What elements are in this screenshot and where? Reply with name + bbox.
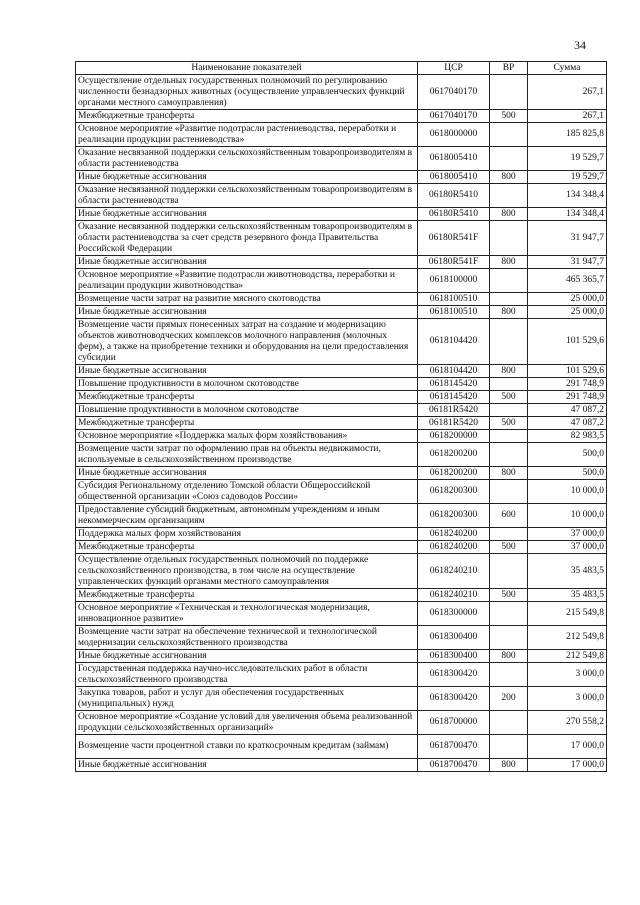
row-sum-cell: 19 529,7 <box>528 171 607 184</box>
row-vr-cell <box>490 378 528 391</box>
row-csr-cell: 0618104420 <box>418 365 490 378</box>
row-name-cell: Иные бюджетные ассигнования <box>76 365 418 378</box>
row-vr-cell <box>490 221 528 256</box>
table-row <box>76 759 607 772</box>
budget-table <box>75 61 607 772</box>
row-vr-cell: 500 <box>490 589 528 602</box>
row-name-cell: Повышение продуктивности в молочном скотоводстве <box>76 378 418 391</box>
row-vr-cell <box>490 711 528 735</box>
row-csr-cell: 0618100000 <box>418 269 490 293</box>
row-csr-cell: 0618200200 <box>418 467 490 480</box>
header-csr: ЦСР <box>418 62 490 75</box>
row-vr-cell: 200 <box>490 687 528 711</box>
table-row <box>76 365 607 378</box>
row-csr-cell: 0618200200 <box>418 443 490 467</box>
table-row <box>76 711 607 735</box>
table-row <box>76 554 607 589</box>
row-csr-cell: 0618104420 <box>418 319 490 365</box>
row-vr-cell <box>490 75 528 110</box>
table-row <box>76 110 607 123</box>
row-vr-cell <box>490 443 528 467</box>
table-body <box>76 75 607 772</box>
table-row <box>76 650 607 663</box>
row-vr-cell <box>490 430 528 443</box>
row-sum-cell: 10 000,0 <box>528 504 607 528</box>
row-vr-cell <box>490 404 528 417</box>
row-sum-cell: 500,0 <box>528 443 607 467</box>
row-csr-cell: 0618100510 <box>418 293 490 306</box>
row-sum-cell: 291 748,9 <box>528 378 607 391</box>
table-row <box>76 602 607 626</box>
row-name-cell: Межбюджетные трансферты <box>76 391 418 404</box>
row-vr-cell <box>490 293 528 306</box>
row-sum-cell: 82 983,5 <box>528 430 607 443</box>
row-csr-cell: 0618240200 <box>418 528 490 541</box>
row-sum-cell: 3 000,0 <box>528 663 607 687</box>
table-row <box>76 467 607 480</box>
row-csr-cell: 06180R5410 <box>418 184 490 208</box>
row-name-cell: Основное мероприятие «Поддержка малых форм хозяйствования» <box>76 430 418 443</box>
row-csr-cell: 0618240210 <box>418 554 490 589</box>
row-csr-cell: 0618100510 <box>418 306 490 319</box>
row-name-cell: Иные бюджетные ассигнования <box>76 467 418 480</box>
row-name-cell: Межбюджетные трансферты <box>76 110 418 123</box>
table-row <box>76 171 607 184</box>
row-sum-cell: 25 000,0 <box>528 306 607 319</box>
row-csr-cell: 0618005410 <box>418 147 490 171</box>
page-number: 34 <box>574 38 586 52</box>
row-name-cell: Повышение продуктивности в молочном скотоводстве <box>76 404 418 417</box>
row-csr-cell: 0618240210 <box>418 589 490 602</box>
row-csr-cell: 0618300400 <box>418 626 490 650</box>
row-name-cell: Основное мероприятие «Техническая и технологическая модернизация, инновационное развитие» <box>76 602 418 626</box>
table-row <box>76 391 607 404</box>
table-row <box>76 589 607 602</box>
row-name-cell: Оказание несвязанной поддержки сельскохозяйственным товаропроизводителям в области растениеводства <box>76 147 418 171</box>
row-vr-cell: 800 <box>490 208 528 221</box>
row-csr-cell: 0618200300 <box>418 480 490 504</box>
row-name-cell: Поддержка малых форм хозяйствования <box>76 528 418 541</box>
table-header-row <box>76 62 607 75</box>
row-vr-cell <box>490 269 528 293</box>
row-vr-cell: 800 <box>490 759 528 772</box>
row-sum-cell: 37 000,0 <box>528 541 607 554</box>
table-row <box>76 417 607 430</box>
row-vr-cell: 800 <box>490 171 528 184</box>
row-sum-cell: 31 947,7 <box>528 221 607 256</box>
row-sum-cell: 35 483,5 <box>528 554 607 589</box>
row-csr-cell: 0618700470 <box>418 759 490 772</box>
table-row <box>76 443 607 467</box>
row-vr-cell: 500 <box>490 541 528 554</box>
row-vr-cell <box>490 319 528 365</box>
table-row <box>76 404 607 417</box>
row-name-cell: Иные бюджетные ассигнования <box>76 650 418 663</box>
row-sum-cell: 185 825,8 <box>528 123 607 147</box>
row-vr-cell: 800 <box>490 256 528 269</box>
row-csr-cell: 0617040170 <box>418 110 490 123</box>
row-vr-cell <box>490 626 528 650</box>
row-sum-cell: 25 000,0 <box>528 293 607 306</box>
row-name-cell: Возмещение части затрат на обеспечение технической и технологической модернизации сельскохозяйственного производства <box>76 626 418 650</box>
row-name-cell: Иные бюджетные ассигнования <box>76 208 418 221</box>
row-csr-cell: 0618200000 <box>418 430 490 443</box>
table-row <box>76 221 607 256</box>
row-csr-cell: 06181R5420 <box>418 417 490 430</box>
row-sum-cell: 35 483,5 <box>528 589 607 602</box>
row-sum-cell: 19 529,7 <box>528 147 607 171</box>
row-name-cell: Предоставление субсидий бюджетным, автономным учреждениям и иным некоммерческим организациям <box>76 504 418 528</box>
row-csr-cell: 0618700000 <box>418 711 490 735</box>
row-sum-cell: 212 549,8 <box>528 626 607 650</box>
header-name: Наименование показателей <box>76 62 418 75</box>
row-vr-cell <box>490 147 528 171</box>
table-row <box>76 480 607 504</box>
row-name-cell: Основное мероприятие «Развитие подотрасли растениеводства, переработки и реализации продукции растениеводства» <box>76 123 418 147</box>
row-csr-cell: 06180R541F <box>418 221 490 256</box>
table-row <box>76 269 607 293</box>
row-csr-cell: 0618200300 <box>418 504 490 528</box>
row-vr-cell <box>490 528 528 541</box>
row-name-cell: Межбюджетные трансферты <box>76 589 418 602</box>
table-row <box>76 528 607 541</box>
row-name-cell: Иные бюджетные ассигнования <box>76 171 418 184</box>
row-sum-cell: 267,1 <box>528 110 607 123</box>
table-row <box>76 663 607 687</box>
row-sum-cell: 31 947,7 <box>528 256 607 269</box>
row-vr-cell: 800 <box>490 650 528 663</box>
row-csr-cell: 0617040170 <box>418 75 490 110</box>
row-vr-cell <box>490 554 528 589</box>
row-csr-cell: 0618240200 <box>418 541 490 554</box>
row-csr-cell: 0618300400 <box>418 650 490 663</box>
table-row <box>76 626 607 650</box>
row-csr-cell: 0618300420 <box>418 687 490 711</box>
row-csr-cell: 0618145420 <box>418 391 490 404</box>
row-csr-cell: 0618005410 <box>418 171 490 184</box>
table-row <box>76 75 607 110</box>
table-row <box>76 319 607 365</box>
table-row <box>76 147 607 171</box>
row-csr-cell: 0618300000 <box>418 602 490 626</box>
table-row <box>76 184 607 208</box>
row-sum-cell: 17 000,0 <box>528 735 607 759</box>
row-name-cell: Иные бюджетные ассигнования <box>76 256 418 269</box>
row-sum-cell: 134 348,4 <box>528 184 607 208</box>
row-sum-cell: 215 549,8 <box>528 602 607 626</box>
row-vr-cell <box>490 184 528 208</box>
row-name-cell: Возмещение части затрат на развитие мясного скотоводства <box>76 293 418 306</box>
row-name-cell: Иные бюджетные ассигнования <box>76 759 418 772</box>
table-row <box>76 208 607 221</box>
row-name-cell: Возмещение части прямых понесенных затрат на создание и модернизацию объектов животноводческих комплексов молочного направления (молочных ферм), а также на приобретение техники и оборудования на цели предоставления субсидии <box>76 319 418 365</box>
row-sum-cell: 291 748,9 <box>528 391 607 404</box>
table-row <box>76 430 607 443</box>
row-sum-cell: 3 000,0 <box>528 687 607 711</box>
row-sum-cell: 101 529,6 <box>528 319 607 365</box>
row-name-cell: Субсидия Региональному отделению Томской области Общероссийской общественной организации «Союз садоводов России» <box>76 480 418 504</box>
row-vr-cell: 800 <box>490 365 528 378</box>
row-csr-cell: 0618700470 <box>418 735 490 759</box>
row-vr-cell <box>490 663 528 687</box>
row-sum-cell: 465 365,7 <box>528 269 607 293</box>
row-vr-cell: 500 <box>490 417 528 430</box>
row-name-cell: Межбюджетные трансферты <box>76 417 418 430</box>
row-vr-cell <box>490 602 528 626</box>
row-name-cell: Иные бюджетные ассигнования <box>76 306 418 319</box>
row-csr-cell: 06180R541F <box>418 256 490 269</box>
row-sum-cell: 47 087,2 <box>528 417 607 430</box>
row-name-cell: Межбюджетные трансферты <box>76 541 418 554</box>
row-vr-cell: 800 <box>490 467 528 480</box>
row-csr-cell: 0618300420 <box>418 663 490 687</box>
row-sum-cell: 212 549,8 <box>528 650 607 663</box>
row-name-cell: Возмещение части процентной ставки по краткосрочным кредитам (займам) <box>76 735 418 759</box>
table-row <box>76 306 607 319</box>
table-row <box>76 123 607 147</box>
table-row <box>76 504 607 528</box>
row-csr-cell: 0618145420 <box>418 378 490 391</box>
row-csr-cell: 06180R5410 <box>418 208 490 221</box>
row-vr-cell <box>490 480 528 504</box>
row-name-cell: Возмещение части затрат по оформлению прав на объекты недвижимости, используемые в сельскохозяйственном производстве <box>76 443 418 467</box>
row-vr-cell: 500 <box>490 110 528 123</box>
row-csr-cell: 06181R5420 <box>418 404 490 417</box>
row-sum-cell: 10 000,0 <box>528 480 607 504</box>
row-vr-cell: 500 <box>490 391 528 404</box>
row-name-cell: Основное мероприятие «Создание условий для увеличения объема реализованной продукции сельскохозяйственных организаций» <box>76 711 418 735</box>
row-sum-cell: 37 000,0 <box>528 528 607 541</box>
row-vr-cell <box>490 123 528 147</box>
row-name-cell: Закупка товаров, работ и услуг для обеспечения государственных (муниципальных) нужд <box>76 687 418 711</box>
row-csr-cell: 0618000000 <box>418 123 490 147</box>
table-row <box>76 293 607 306</box>
row-name-cell: Осуществление отдельных государственных полномочий по регулированию численности безнадзорных животных (осуществление управленческих функций органами местного самоуправления) <box>76 75 418 110</box>
header-vr: ВР <box>490 62 528 75</box>
row-name-cell: Оказание несвязанной поддержки сельскохозяйственным товаропроизводителям в области растениеводства <box>76 184 418 208</box>
table-row <box>76 687 607 711</box>
table-row <box>76 735 607 759</box>
row-name-cell: Государственная поддержка научно-исследовательских работ в области сельскохозяйственного производства <box>76 663 418 687</box>
row-sum-cell: 101 529,6 <box>528 365 607 378</box>
table-row <box>76 378 607 391</box>
row-sum-cell: 500,0 <box>528 467 607 480</box>
row-sum-cell: 267,1 <box>528 75 607 110</box>
row-sum-cell: 134 348,4 <box>528 208 607 221</box>
row-sum-cell: 270 558,2 <box>528 711 607 735</box>
row-name-cell: Основное мероприятие «Развитие подотрасли животноводства, переработки и реализации продукции животноводства» <box>76 269 418 293</box>
row-sum-cell: 17 000,0 <box>528 759 607 772</box>
row-name-cell: Оказание несвязанной поддержки сельскохозяйственным товаропроизводителям в области растениеводства за счет средств резервного фонда Правительства Российской Федерации <box>76 221 418 256</box>
header-sum: Сумма <box>528 62 607 75</box>
table-row <box>76 256 607 269</box>
row-vr-cell: 600 <box>490 504 528 528</box>
table-row <box>76 541 607 554</box>
row-name-cell: Осуществление отдельных государственных полномочий по поддержке сельскохозяйственного производства, в том числе на осуществление управленческих функций органами местного самоуправления <box>76 554 418 589</box>
row-sum-cell: 47 087,2 <box>528 404 607 417</box>
row-vr-cell: 800 <box>490 306 528 319</box>
row-vr-cell <box>490 735 528 759</box>
